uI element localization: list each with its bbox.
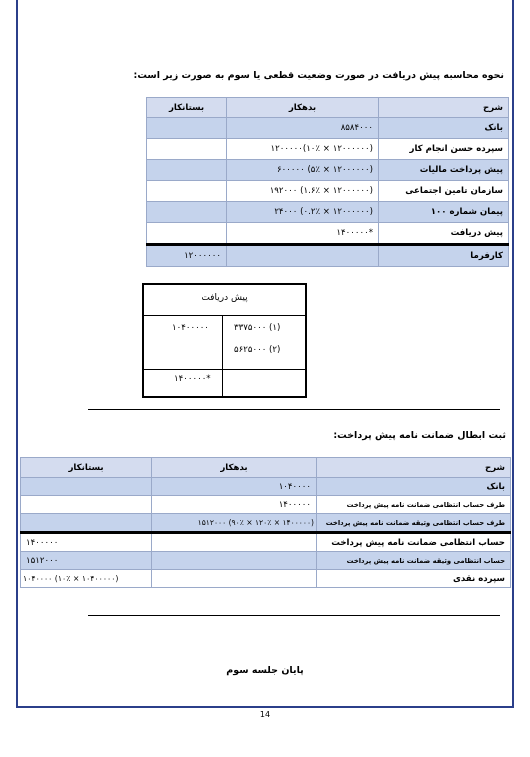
table-row: [147, 118, 509, 139]
row-debit: ۲۴۰۰۰ (۰.۲٪ × ۱۲۰۰۰۰۰۰): [227, 202, 379, 223]
row-description: پیش پرداخت مالیات: [379, 160, 509, 181]
row-credit: ۱۲۰۰۰۰۰۰: [147, 245, 227, 267]
row-debit: ۱۰۴۰۰۰۰: [152, 478, 317, 496]
t-account-center-line: [222, 315, 223, 396]
row-credit: [21, 514, 152, 533]
header-description: شرح: [379, 98, 509, 118]
row-description: بانک: [379, 118, 509, 139]
t-account-title: پیش دریافت: [201, 293, 248, 303]
table-row: [147, 223, 509, 245]
table-row: [147, 181, 509, 202]
table-header-row: [21, 458, 511, 478]
row-description: پیش دریافت: [379, 223, 509, 245]
t-account-divider: [144, 315, 305, 316]
header-description: شرح: [317, 458, 511, 478]
header-credit: بستانکار: [147, 98, 227, 118]
header-debit: بدهکار: [227, 98, 379, 118]
row-description: حساب انتظامی ضمانت نامه پیش پرداخت: [317, 533, 511, 552]
table-row: [147, 202, 509, 223]
row-description: سپرده نقدی: [317, 570, 511, 588]
row-debit: [152, 570, 317, 588]
row-credit: ۱۰۴۰۰۰۰ (۱۰٪ × ۱۰۴۰۰۰۰۰): [21, 570, 152, 588]
row-debit: ۱۹۲۰۰۰ (۱.۶٪ × ۱۲۰۰۰۰۰۰): [227, 181, 379, 202]
row-credit: ۱۵۱۲۰۰۰: [21, 552, 152, 570]
table-row: [147, 245, 509, 267]
advance-calculation-table: [146, 97, 509, 267]
table-row: [21, 552, 511, 570]
table-row: [21, 478, 511, 496]
row-description: بانک: [317, 478, 511, 496]
row-credit: ۱۴۰۰۰۰۰: [21, 533, 152, 552]
row-credit: [147, 223, 227, 245]
row-credit: [147, 181, 227, 202]
page-number: 14: [259, 710, 271, 719]
session-end-text: پایان جلسه سوم: [226, 665, 304, 676]
row-description: طرف حساب انتظامی ضمانت نامه پیش پرداخت: [317, 496, 511, 514]
row-debit: [152, 533, 317, 552]
header-credit: بستانکار: [21, 458, 152, 478]
table-row: [147, 139, 509, 160]
row-credit: [147, 160, 227, 181]
row-debit: [152, 552, 317, 570]
table-row: [147, 160, 509, 181]
row-credit: [21, 496, 152, 514]
table-row: [21, 496, 511, 514]
row-credit: [147, 139, 227, 160]
row-debit: [227, 245, 379, 267]
guarantee-cancellation-table: [20, 457, 511, 588]
table-row: [21, 533, 511, 552]
t-account-total-line: [144, 369, 305, 370]
row-description: حساب انتظامی وثیقه ضمانت نامه پیش پرداخت: [317, 552, 511, 570]
section-heading-advance-calculation: نحوه محاسبه پیش دریافت در صورت وضعیت قطعی یا سوم به صورت زیر است:: [133, 70, 504, 81]
table-row: [21, 570, 511, 588]
t-account-debit-1: (۱) ۳۳۷۵۰۰۰: [234, 323, 281, 333]
row-description: پیمان شماره ۱۰۰: [379, 202, 509, 223]
row-credit: [147, 118, 227, 139]
t-account-balance: ۱۴۰۰۰۰۰*: [174, 374, 211, 384]
row-credit: [147, 202, 227, 223]
t-account-advance-received: [142, 283, 307, 398]
row-credit: [21, 478, 152, 496]
table-row: [21, 514, 511, 533]
header-debit: بدهکار: [152, 458, 317, 478]
row-description: سازمان تامین اجتماعی: [379, 181, 509, 202]
section-heading-guarantee-cancellation: ثبت ابطال ضمانت نامه پیش پرداخت:: [333, 430, 506, 441]
t-account-debit-2: (۲) ۵۶۲۵۰۰۰: [234, 345, 281, 355]
row-debit: ۱۴۰۰۰۰۰: [152, 496, 317, 514]
section-divider: [88, 409, 500, 410]
row-debit: ۸۵۸۴۰۰۰: [227, 118, 379, 139]
t-account-credit-1: ۱۰۴۰۰۰۰۰: [172, 323, 209, 333]
table-header-row: [147, 98, 509, 118]
section-divider: [88, 615, 500, 616]
row-debit: ۱۲۰۰۰۰۰(۱۰٪ × ۱۲۰۰۰۰۰۰): [227, 139, 379, 160]
row-debit: ۱۴۰۰۰۰۰*: [227, 223, 379, 245]
row-description: طرف حساب انتظامی وثیقه ضمانت نامه پیش پرداخت: [317, 514, 511, 533]
row-description: سپرده حسن انجام کار: [379, 139, 509, 160]
row-description: کارفرما: [379, 245, 509, 267]
row-debit: ۱۵۱۲۰۰۰ (۹۰٪ × ۱۲۰٪ × ۱۴۰۰۰۰۰): [152, 514, 317, 533]
row-debit: ۶۰۰۰۰۰ (۵٪ × ۱۲۰۰۰۰۰۰): [227, 160, 379, 181]
